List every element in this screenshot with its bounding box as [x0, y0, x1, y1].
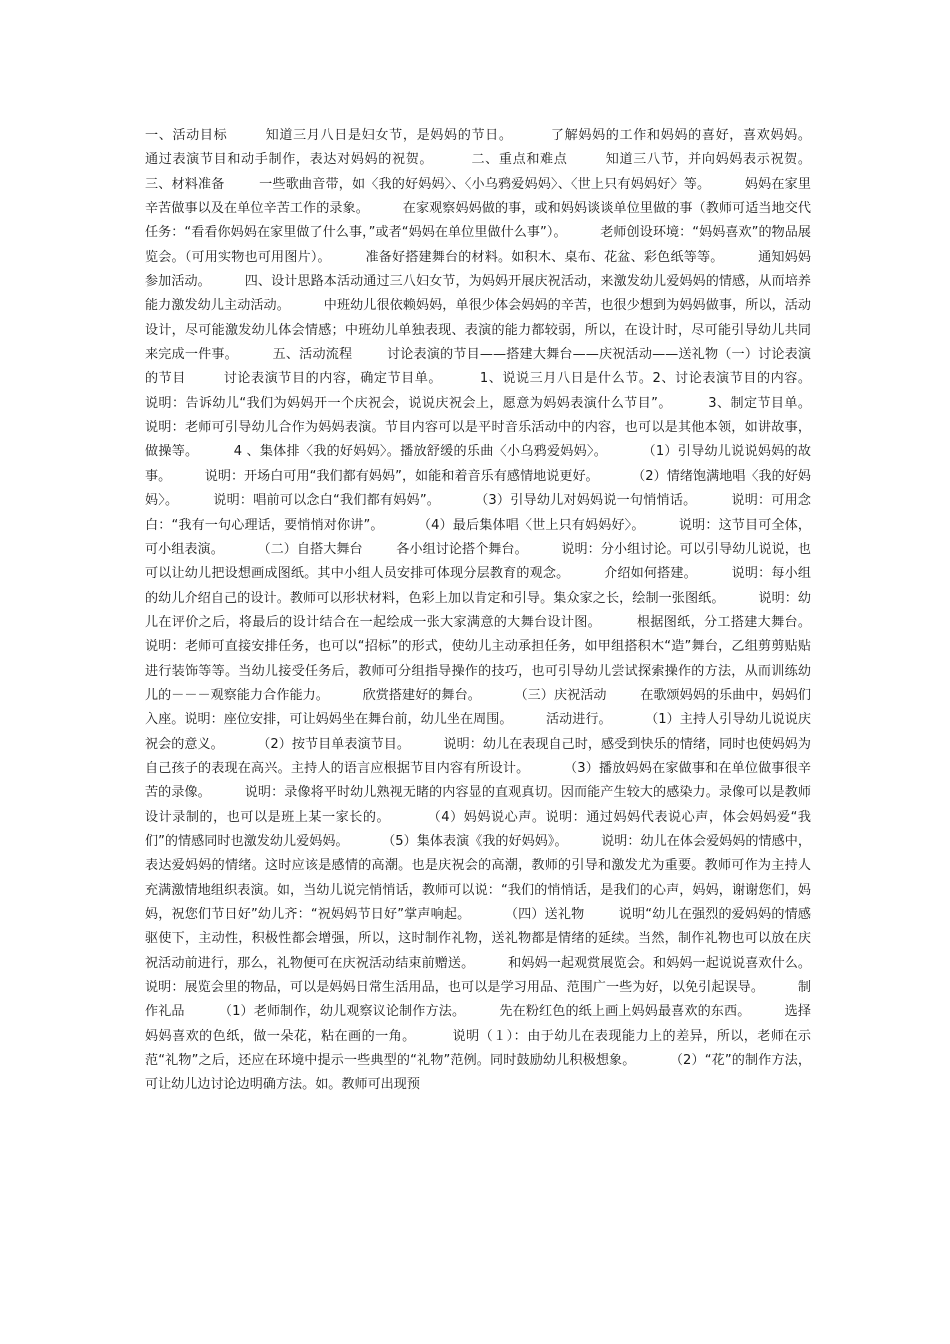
document-body-text: 一、活动目标 知道三月八日是妇女节，是妈妈的节日。 了解妈妈的工作和妈妈的喜好，喜欢妈妈。 通过表演节目和动手制作，表达对妈妈的祝贺。 二、重点和难点 知道三八节，并向妈妈表示祝贺。 三、材料准备 一些歌曲音带，如〈我的好妈妈〉、〈小乌鸦爱妈妈〉、〈世上只有妈妈好〉等。 妈妈在家里辛苦做事以及在单位辛苦工作的录象。 在家观察妈妈做的事，或和妈妈谈谈单位里做的事（教师可适当地交代任务：“看看你妈妈在家里做了什么事，”或者“妈妈在单位里做什么事”）。 老师创设环境：“妈妈喜欢”的物品展览会。（可用实物也可用图片）。 准备好搭建舞台的材料。如积木、桌布、花盆、彩色纸等等。 通知妈妈参加活动。 四、设计思路本活动通过三八妇女节，为妈妈开展庆祝活动，来激发幼儿爱妈妈的情感，从而培养能力激发幼儿主动活动。 中班幼儿很依赖妈妈，单很少体会妈妈的辛苦，也很少想到为妈妈做事，所以，活动设计，尽可能激发幼儿体会情感；中班幼儿单独表现、表演的能力都较弱，所以，在设计时，尽可能引导幼儿共同来完成一件事。 五、活动流程 讨论表演的节目——搭建大舞台——庆祝活动——送礼物（一）讨论表演的节目 讨论表演节目的内容，确定节目单。 1、说说三月八日是什么节。2、讨论表演节目的内容。 说明：告诉幼儿“我们为妈妈开一个庆祝会，说说庆祝会上，愿意为妈妈表演什么节目”。 3、制定节目单。 说明：老师可引导幼儿合作为妈妈表演。节目内容可以是平时音乐活动中的内容，也可以是其他本领，如讲故事，做操等。 4 、集体排〈我的好妈妈〉。播放舒缓的乐曲〈小乌鸦爱妈妈〉。 （1）引导幼儿说说妈妈的故事。 说明：开场白可用“我们都有妈妈”，如能和着音乐有感情地说更好。 （2）情绪饱满地唱〈我的好妈妈〉。 说明：唱前可以念白“我们都有妈妈”。 （3）引导幼儿对妈妈说一句悄悄话。 说明：可用念白：“我有一句心理话，要悄悄对你讲”。 （4）最后集体唱〈世上只有妈妈好〉。 说明：这节目可全体，可小组表演。 （二）自搭大舞台 各小组讨论搭个舞台。 说明：分小组讨论。可以引导幼儿说说，也可以让幼儿把设想画成图纸。其中小组人员安排可体现分层教育的观念。 介绍如何搭建。 说明：每小组的幼儿介绍自己的设计。教师可以形状材料，色彩上加以肯定和引导。集众家之长，绘制一张图纸。 说明：幼儿在评价之后，将最后的设计结合在一起绘成一张大家满意的大舞台设计图。 根据图纸，分工搭建大舞台。 说明：老师可直接安排任务，也可以“招标”的形式，使幼儿主动承担任务，如甲组搭积木“造”舞台，乙组剪剪贴贴进行装饰等等。当幼儿接受任务后，教师可分组指导操作的技巧，也可引导幼儿尝试探索操作的方法，从而训练幼儿的－－－观察能力合作能力。 欣赏搭建好的舞台。 （三）庆祝活动 在歌颂妈妈的乐曲中，妈妈们入座。说明：座位安排，可让妈妈坐在舞台前，幼儿坐在周围。 活动进行。 （1）主持人引导幼儿说说庆祝会的意义。 （2）按节目单表演节目。 说明：幼儿在表现自己时，感受到快乐的情绪，同时也使妈妈为自己孩子的表现在高兴。主持人的语言应根据节目内容有所设计。 （3）播放妈妈在家做事和在单位做事很辛苦的录像。 说明：录像将平时幼儿熟视无睹的内容显的直观真切。因而能产生较大的感染力。录像可以是教师设计录制的，也可以是班上某一家长的。 （4）妈妈说心声。说明：通过妈妈代表说心声，体会妈妈爱“我们”的情感同时也激发幼儿爱妈妈。 （5）集体表演《我的好妈妈》。 说明：幼儿在体会爱妈妈的情感中，表达爱妈妈的情绪。这时应该是感情的高潮。也是庆祝会的高潮，教师的引导和激发尤为重要。教师可作为主持人充满激情地组织表演。如，当幼儿说完悄悄话，教师可以说：“我们的悄悄话，是我们的心声，妈妈，谢谢您们，妈妈，祝您们节日好”幼儿齐：“祝妈妈节日好”掌声响起。 （四）送礼物 说明“幼儿在强烈的爱妈妈的情感驱使下，主动性，积极性都会增强，所以，这时制作礼物，送礼物都是情绪的延续。当然，制作礼物也可以放在庆祝活动前进行，那么，礼物便可在庆祝活动结束前赠送。 和妈妈一起观赏展览会。和妈妈一起说说喜欢什么。 说明：展览会里的物品，可以是妈妈日常生活用品，也可以是学习用品、范围广一些为好，以免引起误导。 制作礼品 （1）老师制作，幼儿观察议论制作方法。 先在粉红色的纸上画上妈妈最喜欢的东西。 选择妈妈喜欢的色纸，做一朵花，粘在画的一角。 说明（１）：由于幼儿在表现能力上的差异，所以，老师在示范“礼物”之后，还应在环境中提示一些典型的“礼物”范例。同时鼓励幼儿积极想象。 （2）“花”的制作方法，可让幼儿边讨论边明确方法。如。教师可出现预 [145, 128, 845, 1093]
